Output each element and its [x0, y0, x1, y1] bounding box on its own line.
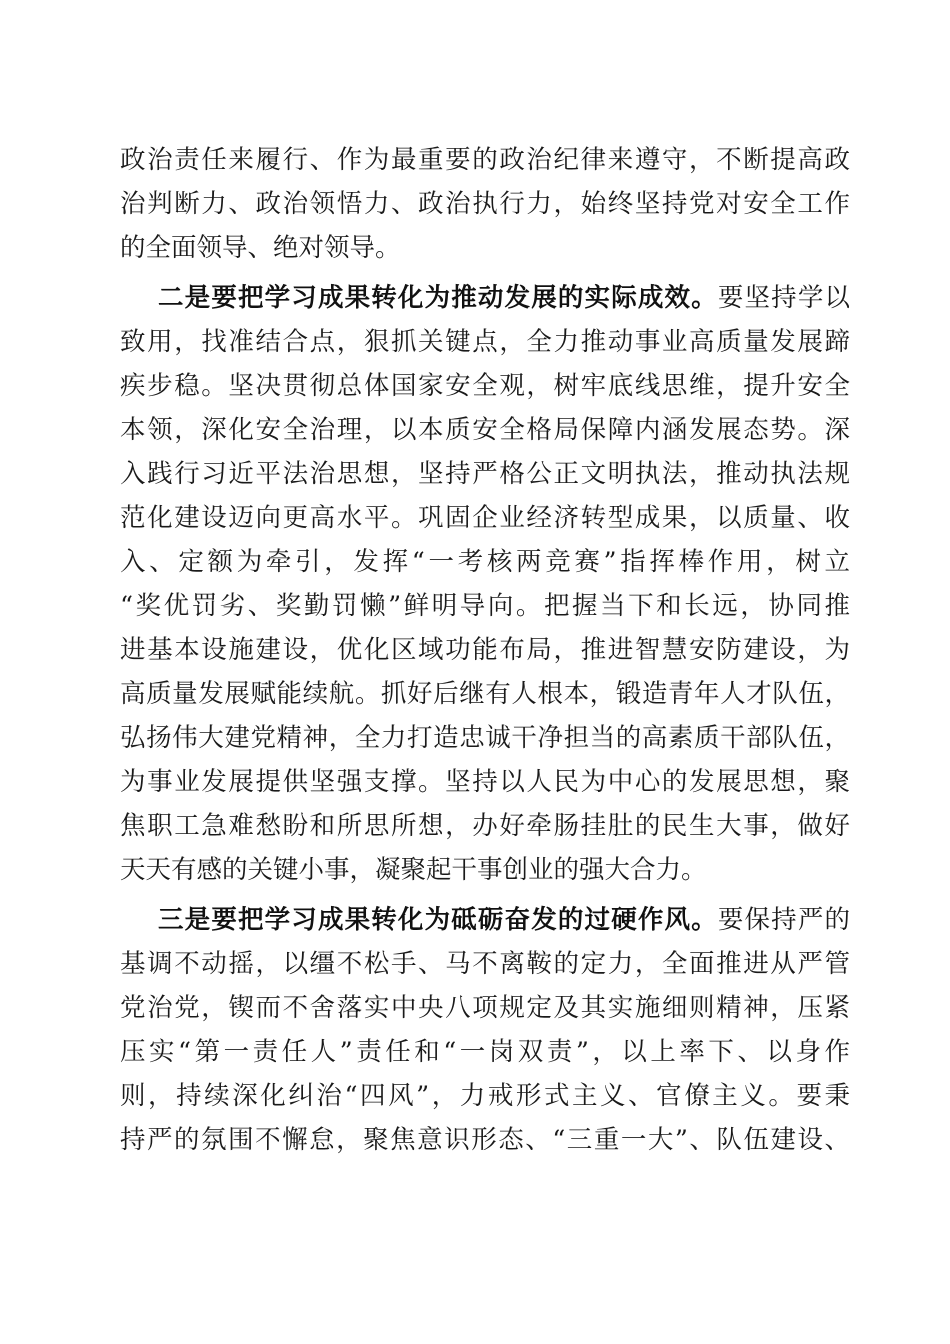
para3-line-6: 持严的氛围不懈怠，聚焦意识形态、“三重一大”、队伍建设、: [120, 1125, 850, 1155]
para1-line-1: 政治责任来履行、作为最重要的政治纪律来遵守，不断提高政: [120, 145, 850, 175]
para3-line-1: [158, 902, 850, 938]
para2-line-10: 高质量发展赋能续航。抓好后继有人根本，锻造青年人才队伍，: [120, 679, 850, 709]
para2-line-14: 天天有感的关键小事，凝聚起干事创业的强大合力。: [120, 855, 707, 885]
para3-first-line-rest: 要保持严的: [717, 905, 850, 935]
para2-line-2: 致用，找准结合点，狠抓关键点，全力推动事业高质量发展蹄: [120, 327, 850, 357]
para3-line-2: 基调不动摇，以缰不松手、马不离鞍的定力，全面推进从严管: [120, 949, 850, 979]
para1-line-2: 治判断力、政治领悟力、政治执行力，始终坚持党对安全工作: [120, 189, 850, 219]
para2-line-8: “奖优罚劣、奖勤罚懒”鲜明导向。把握当下和长远，协同推: [120, 591, 850, 621]
para2-line-11: 弘扬伟大建党精神，全力打造忠诚干净担当的高素质干部队伍，: [120, 723, 850, 753]
para2-line-9: 进基本设施建设，优化区域功能布局，推进智慧安防建设，为: [120, 635, 850, 665]
para1-line-3: 的全面领导、绝对领导。: [120, 233, 401, 263]
para2-line-12: 为事业发展提供坚强支撑。坚持以人民为中心的发展思想，聚: [120, 767, 850, 797]
para3-line-4: 压实“第一责任人”责任和“一岗双责”，以上率下、以身作: [120, 1037, 850, 1067]
para3-heading: 三是要把学习成果转化为砥砺奋发的过硬作风。: [158, 905, 718, 935]
para2-line-1: [158, 280, 850, 316]
para2-line-4: 本领，深化安全治理，以本质安全格局保障内涵发展态势。深: [120, 415, 850, 445]
para3-line-5: 则，持续深化纠治“四风”，力戒形式主义、官僚主义。要秉: [120, 1081, 850, 1111]
para2-first-line-rest: 要坚持学以: [717, 283, 850, 313]
para2-line-7: 入、定额为牵引，发挥“一考核两竞赛”指挥棒作用，树立: [120, 547, 850, 577]
para2-line-6: 范化建设迈向更高水平。巩固企业经济转型成果，以质量、收: [120, 503, 850, 533]
para2-line-13: 焦职工急难愁盼和所思所想，办好牵肠挂肚的民生大事，做好: [120, 811, 850, 841]
para3-line-3: 党治党，锲而不舍落实中央八项规定及其实施细则精神，压紧: [120, 993, 850, 1023]
para2-heading: 二是要把学习成果转化为推动发展的实际成效。: [158, 283, 718, 313]
para2-line-5: 入践行习近平法治思想，坚持严格公正文明执法，推动执法规: [120, 459, 850, 489]
para2-line-3: 疾步稳。坚决贯彻总体国家安全观，树牢底线思维，提升安全: [120, 371, 850, 401]
